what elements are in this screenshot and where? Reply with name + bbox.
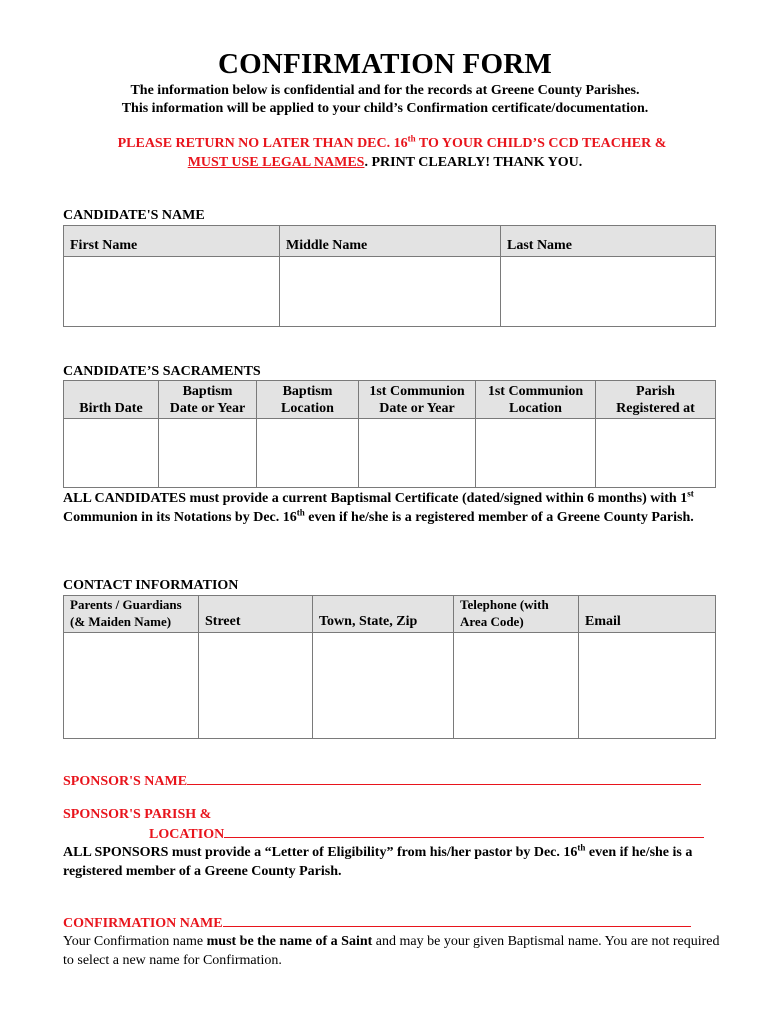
- baptism-date-header: Baptism Date or Year: [159, 381, 257, 419]
- communion-date-header: 1st Communion Date or Year: [359, 381, 476, 419]
- parents-guardians-header: Parents / Guardians (& Maiden Name): [64, 596, 199, 633]
- confirmation-name-line[interactable]: [223, 914, 691, 927]
- baptism-location-header: Baptism Location: [257, 381, 359, 419]
- baptism-location-field[interactable]: [257, 419, 359, 488]
- parish-registered-header: Parish Registered at: [596, 381, 716, 419]
- last-name-header: Last Name: [501, 226, 716, 257]
- intro-line-1: The information below is confidential and for the records at Greene County Parishes.: [130, 83, 640, 98]
- baptismal-certificate-note: ALL CANDIDATES must provide a current Baptismal Certificate (dated/signed within 6 months) with 1st Communion in its Notations by Dec. 16th even if he/she is a registered member of a Greene County Parish.: [63, 488, 694, 525]
- email-header: Email: [579, 596, 716, 633]
- sacraments-heading: CANDIDATE’S SACRAMENTS: [63, 364, 261, 379]
- sponsor-name-line[interactable]: [187, 772, 701, 785]
- candidate-name-table: [63, 225, 716, 327]
- intro-line-2: This information will be applied to your child’s Confirmation certificate/documentation.: [121, 101, 649, 116]
- communion-date-field[interactable]: [359, 419, 476, 488]
- sponsor-parish-row: [149, 825, 704, 843]
- sponsor-location-label: LOCATION: [149, 827, 225, 842]
- baptism-date-field[interactable]: [159, 419, 257, 488]
- confirmation-name-row: [63, 914, 691, 932]
- sponsor-name-label: SPONSOR'S NAME: [63, 774, 188, 789]
- sponsor-parish-line[interactable]: [224, 825, 704, 838]
- birth-date-header: Birth Date: [64, 381, 159, 419]
- first-name-header: First Name: [64, 226, 280, 257]
- town-state-zip-field[interactable]: [313, 633, 454, 739]
- confirmation-name-label: CONFIRMATION NAME: [63, 916, 223, 931]
- sponsor-name-row: [63, 772, 701, 790]
- first-name-field[interactable]: [64, 257, 280, 327]
- birth-date-field[interactable]: [64, 419, 159, 488]
- return-notice-line-1: PLEASE RETURN NO LATER THAN DEC. 16th TO YOUR CHILD’S CCD TEACHER &: [117, 133, 667, 151]
- email-field[interactable]: [579, 633, 716, 739]
- communion-location-header: 1st Communion Location: [476, 381, 596, 419]
- confirmation-name-note: Your Confirmation name must be the name of a Saint and may be your given Baptismal name. You are not required to select a new name for Confirmation.: [63, 934, 720, 968]
- candidate-name-heading: CANDIDATE'S NAME: [63, 208, 205, 223]
- contact-heading: CONTACT INFORMATION: [63, 578, 239, 593]
- sponsor-eligibility-note: ALL SPONSORS must provide a “Letter of Eligibility” from his/her pastor by Dec. 16th even if he/she is a registered member of a Greene County Parish.: [63, 842, 693, 879]
- communion-location-field[interactable]: [476, 419, 596, 488]
- sponsor-parish-label-1: SPONSOR'S PARISH &: [63, 807, 212, 822]
- legal-names-warning: MUST USE LEGAL NAMES: [187, 155, 365, 170]
- middle-name-field[interactable]: [280, 257, 501, 327]
- parish-registered-field[interactable]: [596, 419, 716, 488]
- town-state-zip-header: Town, State, Zip: [313, 596, 454, 633]
- last-name-field[interactable]: [501, 257, 716, 327]
- form-title: CONFIRMATION FORM: [218, 48, 552, 80]
- sacraments-table: [63, 380, 716, 488]
- return-notice-line-2: MUST USE LEGAL NAMES. PRINT CLEARLY! THANK YOU.: [187, 155, 583, 170]
- telephone-header: Telephone (with Area Code): [454, 596, 579, 633]
- middle-name-header: Middle Name: [280, 226, 501, 257]
- parents-guardians-field[interactable]: [64, 633, 199, 739]
- street-header: Street: [199, 596, 313, 633]
- street-field[interactable]: [199, 633, 313, 739]
- contact-table: [63, 595, 716, 739]
- telephone-field[interactable]: [454, 633, 579, 739]
